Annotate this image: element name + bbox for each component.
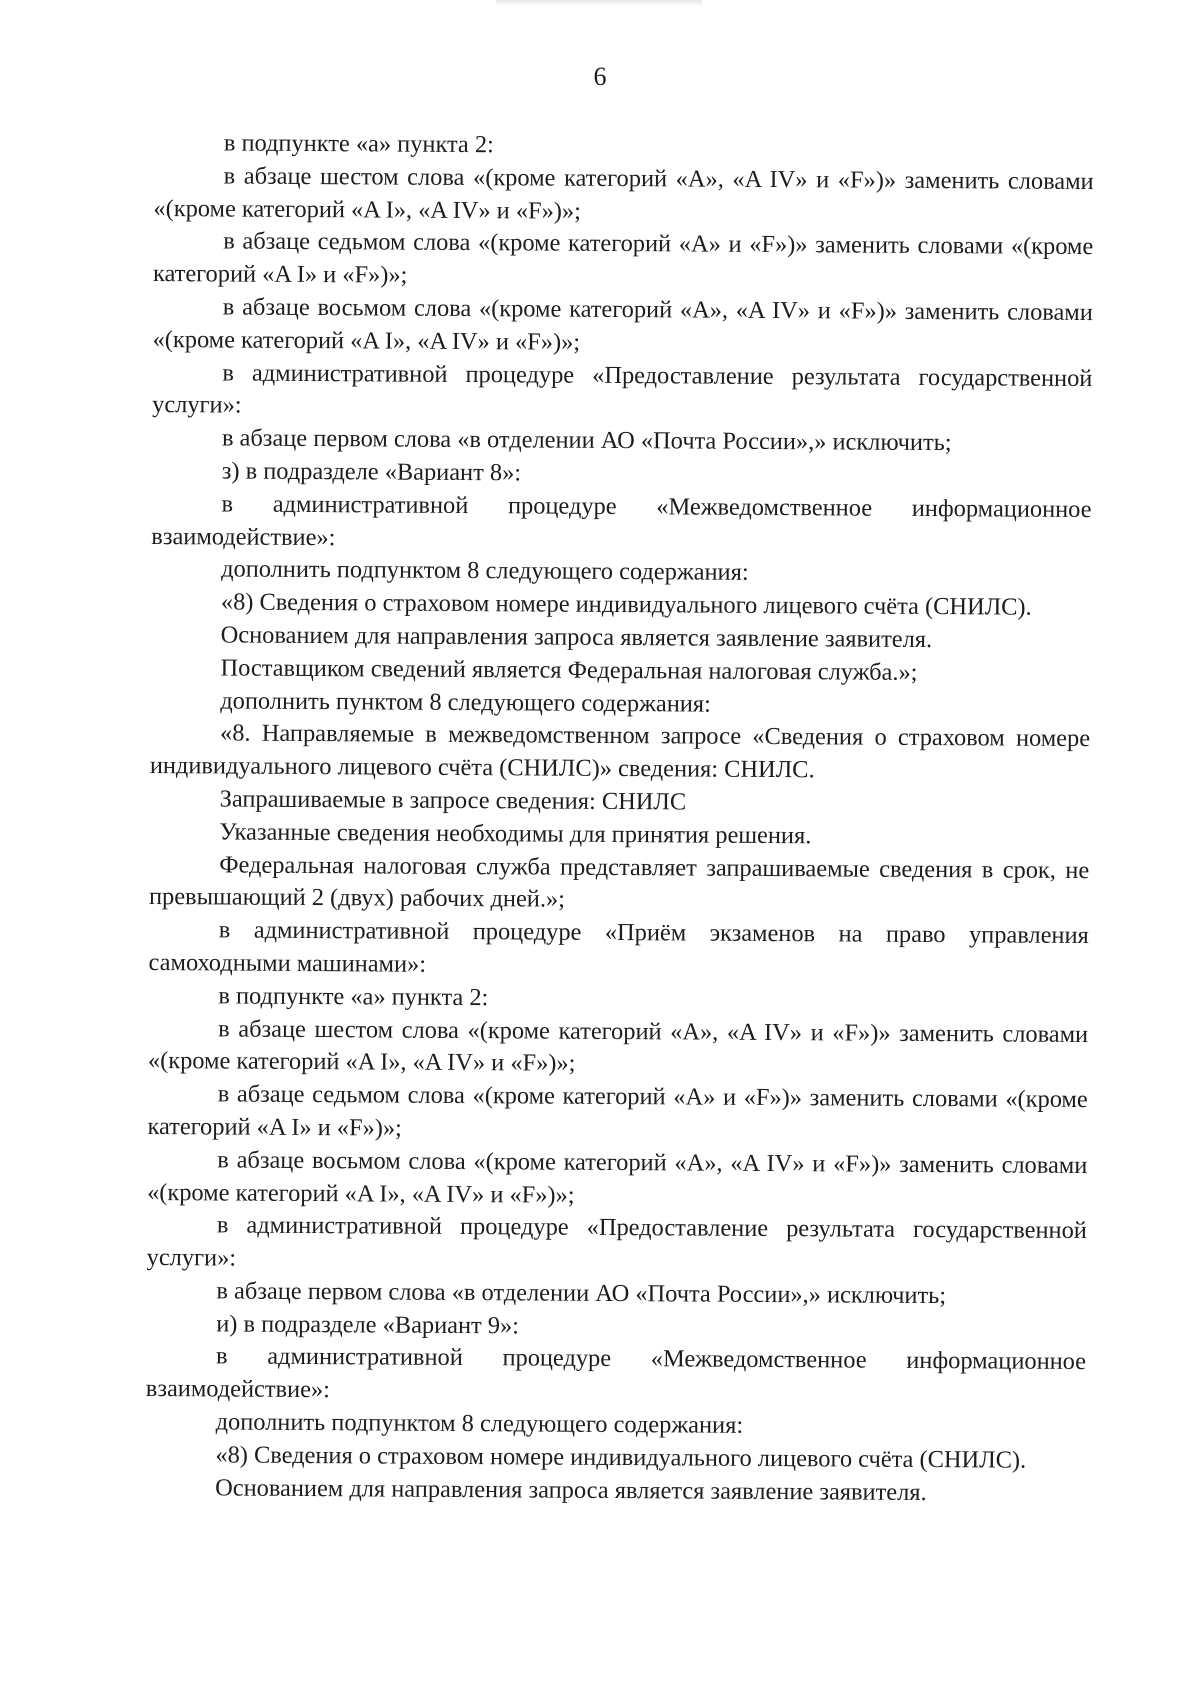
- paragraph: Федеральная налоговая служба представляет запрашиваемые сведения в срок, не превышающий 2 (двух) рабочих дней.»;: [148, 850, 1090, 913]
- paragraph: в подпункте «а» пункта 2:: [218, 982, 489, 1011]
- paragraph: в административной процедуре «Предоставление результата государственной услуги»:: [146, 1211, 1087, 1272]
- paragraph: Основанием для направления запроса является заявление заявителя.: [215, 1474, 927, 1506]
- paragraph: в абзаце первом слова «в отделении АО «Почта России»,» исключить;: [221, 424, 952, 457]
- paragraph: з) в подразделе «Вариант 8»:: [221, 457, 522, 487]
- paragraph: «8) Сведения о страховом номере индивидуального лицевого счёта (СНИЛС).: [215, 1441, 1027, 1474]
- paragraph: и) в подразделе «Вариант 9»:: [216, 1310, 520, 1340]
- paragraph: в абзаце седьмом слова «(кроме категорий «A» и «F»)» заменить словами «(кроме категорий «A I» и «F»)»;: [152, 227, 1094, 289]
- paragraph: Поставщиком сведений является Федеральная налоговая служба.»;: [220, 654, 918, 686]
- paragraph: «8) Сведения о страховом номере индивидуального лицевого счёта (СНИЛС).: [220, 588, 1032, 621]
- paragraph: Указанные сведения необходимы для принятия решения.: [219, 818, 812, 849]
- paragraph: в административной процедуре «Предоставление результата государственной услуги»:: [152, 359, 1093, 419]
- paragraph: Основанием для направления запроса является заявление заявителя.: [220, 621, 933, 653]
- paragraph: в абзаце восьмом слова «(кроме категорий «A», «A IV» и «F»)» заменить словами «(кроме категорий «A I», «A IV» и «F»)»;: [147, 1146, 1088, 1209]
- paragraph: Запрашиваемые в запросе сведения: СНИЛС: [219, 785, 687, 816]
- paragraph: в подпункте «а» пункта 2:: [223, 129, 494, 159]
- paragraph: дополнить подпунктом 8 следующего содержания:: [215, 1408, 744, 1439]
- paragraph: в абзаце седьмом слова «(кроме категорий «A» и «F»)» заменить словами «(кроме категорий «A I» и «F»)»;: [147, 1080, 1088, 1142]
- paragraph: в административной процедуре «Приём экзаменов на право управления самоходными машинами»:: [148, 916, 1089, 978]
- paragraph: в абзаце восьмом слова «(кроме категорий «A», «A IV» и «F»)» заменить словами «(кроме категорий «A I», «A IV» и «F»)»;: [152, 293, 1093, 356]
- scan-artifact: [496, 0, 702, 6]
- paragraph: в административной процедуре «Межведомственное информационное взаимодействие»:: [151, 490, 1092, 551]
- page-number: 6: [593, 62, 607, 91]
- paragraph: дополнить пунктом 8 следующего содержания:: [220, 686, 711, 718]
- paragraph: в абзаце шестом слова «(кроме категорий «A», «A IV» и «F»)» заменить словами «(кроме категорий «A I», «A IV» и «F»)»;: [153, 162, 1094, 225]
- paragraph: «8. Направляемые в межведомственном запросе «Сведения о страховом номере индивидуального лицевого счёта (СНИЛС)» сведения: СНИЛС.: [149, 719, 1091, 784]
- paragraph: в абзаце первом слова «в отделении АО «Почта России»,» исключить;: [216, 1277, 947, 1310]
- paragraph: дополнить подпунктом 8 следующего содержания:: [221, 555, 749, 587]
- paragraph: в административной процедуре «Межведомственное информационное взаимодействие»:: [145, 1342, 1087, 1404]
- document-body: [145, 127, 1094, 1511]
- paragraph: в абзаце шестом слова «(кроме категорий «A», «A IV» и «F»)» заменить словами «(кроме категорий «A I», «A IV» и «F»)»;: [147, 1014, 1089, 1078]
